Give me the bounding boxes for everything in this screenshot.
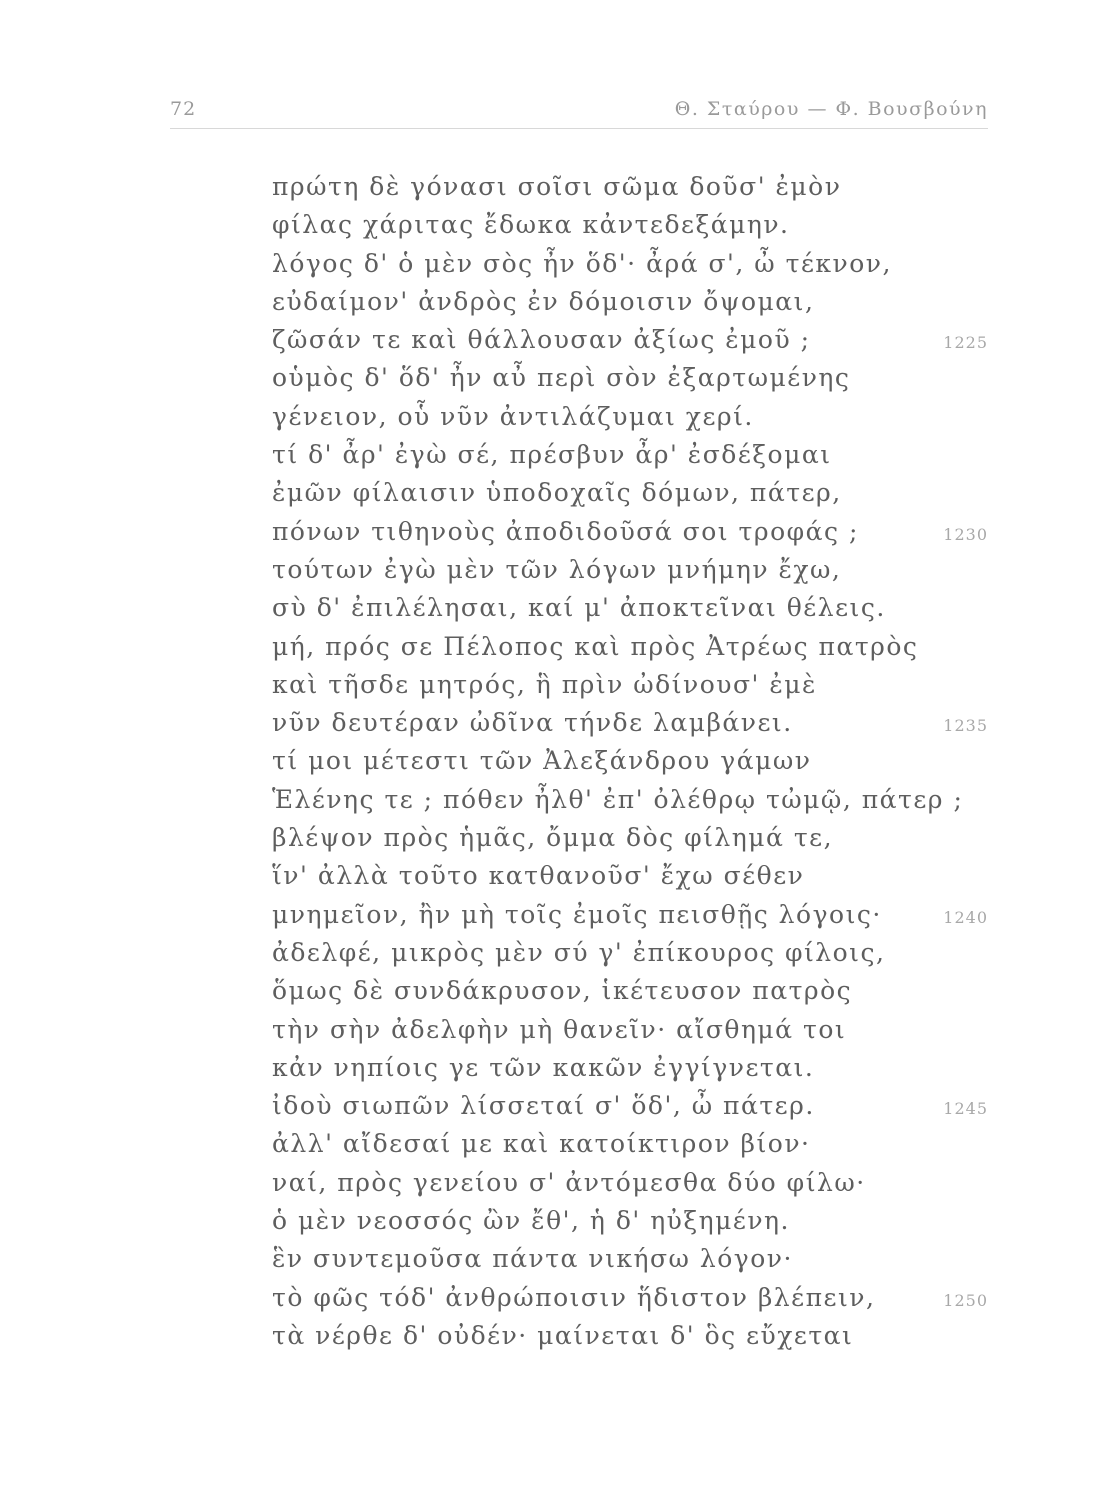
verse-line (272, 359, 988, 397)
verse-text: βλέψον πρὸς ἡμᾶς, ὄμμα δὸς φίλημά τε, (272, 823, 834, 853)
verse-text: γένειον, οὗ νῦν ἀντιλάζυμαι χερί. (272, 401, 754, 431)
verse-text: ἓν συντεμοῦσα πάντα νικήσω λόγον· (272, 1244, 793, 1274)
verse-line (272, 1125, 988, 1163)
verse-text: σὺ δ' ἐπιλέλησαι, καί μ' ἀποκτεῖναι θέλεις. (272, 593, 886, 623)
verse-line (272, 704, 988, 742)
verse-text: ζῶσάν τε καὶ θάλλουσαν ἀξίως ἐμοῦ ; (272, 325, 811, 355)
verse-text: ναί, πρὸς γενείου σ' ἀντόμεσθα δύο φίλω· (272, 1167, 866, 1197)
verse-text: ὅμως δὲ συνδάκρυσον, ἱκέτευσον πατρὸς (272, 976, 853, 1006)
page-number: 72 (170, 98, 197, 120)
verse-line (272, 321, 988, 359)
line-number: 1225 (943, 333, 988, 353)
verse-text: φίλας χάριτας ἔδωκα κἀντεδεξάμην. (272, 210, 790, 240)
verse-line (272, 1240, 988, 1278)
verse-line (272, 1164, 988, 1202)
verse-line (272, 589, 988, 627)
verse-line (272, 1049, 988, 1087)
verse-text: λόγος δ' ὁ μὲν σὸς ἦν ὅδ'· ἆρά σ', ὦ τέκνον, (272, 248, 892, 278)
verse-text: τούτων ἐγὼ μὲν τῶν λόγων μνήμην ἔχω, (272, 554, 842, 584)
verse-line (272, 972, 988, 1010)
verse-text: οὑμὸς δ' ὅδ' ἦν αὖ περὶ σὸν ἐξαρτωμένης (272, 363, 851, 393)
verse-text: ἀλλ' αἴδεσαί με καὶ κατοίκτιρον βίον· (272, 1129, 811, 1159)
verse-text: ὁ μὲν νεοσσός ὢν ἔθ', ἡ δ' ηὐξημένη. (272, 1206, 790, 1236)
verse-text: νῦν δευτέραν ὠδῖνα τήνδε λαμβάνει. (272, 708, 793, 738)
line-number: 1235 (943, 716, 988, 736)
verse-line (272, 1317, 988, 1355)
verse-line (272, 1011, 988, 1049)
verse-text: τί μοι μέτεστι τῶν Ἀλεξάνδρου γάμων (272, 746, 812, 776)
verse-line (272, 1087, 988, 1125)
verse-text: ἰδοὺ σιωπῶν λίσσεταί σ' ὅδ', ὦ πάτερ. (272, 1091, 815, 1121)
verse-text: μνημεῖον, ἢν μὴ τοῖς ἐμοῖς πεισθῇς λόγοις· (272, 899, 882, 929)
verse-text: πρώτη δὲ γόνασι σοῖσι σῶμα δοῦσ' ἐμὸν (272, 172, 842, 201)
verse-line (272, 1202, 988, 1240)
verse-text: κἀν νηπίοις γε τῶν κακῶν ἐγγίγνεται. (272, 1052, 815, 1082)
verse-text: εὐδαίμον' ἀνδρὸς ἐν δόμοισιν ὄψομαι, (272, 286, 815, 316)
verse-text: ἐμῶν φίλαισιν ὑποδοχαῖς δόμων, πάτερ, (272, 478, 842, 508)
verse-text: ἵν' ἀλλὰ τοῦτο κατθανοῦσ' ἔχω σέθεν (272, 861, 805, 891)
verse-line (272, 1279, 988, 1317)
verse-list (272, 168, 988, 1355)
verse-line (272, 245, 988, 283)
verse-line (272, 896, 988, 934)
verse-line (272, 781, 988, 819)
verse-line (272, 666, 988, 704)
verse-line (272, 283, 988, 321)
page-header (170, 98, 988, 129)
verse-text: καὶ τῆσδε μητρός, ἣ πρὶν ὠδίνουσ' ἐμὲ (272, 669, 817, 699)
verse-line (272, 934, 988, 972)
verse-text: τὰ νέρθε δ' οὐδέν· μαίνεται δ' ὃς εὔχεται (272, 1320, 854, 1350)
verse-text: Ἑλένης τε ; πόθεν ἦλθ' ἐπ' ὀλέθρῳ τὠμῷ, πάτερ ; (272, 784, 964, 814)
verse-line (272, 513, 988, 551)
verse-text: πόνων τιθηνοὺς ἀποδιδοῦσά σοι τροφάς ; (272, 516, 859, 546)
line-number: 1240 (943, 907, 988, 927)
verse-line (272, 819, 988, 857)
verse-text: τὴν σὴν ἀδελφὴν μὴ θανεῖν· αἴσθημά τοι (272, 1014, 847, 1044)
verse-line (272, 628, 988, 666)
verse-line (272, 742, 988, 780)
line-number: 1245 (943, 1099, 988, 1119)
verse-text: μή, πρός σε Πέλοπος καὶ πρὸς Ἀτρέως πατρὸς (272, 631, 919, 661)
verse-line (272, 168, 988, 206)
verse-line (272, 206, 988, 244)
verse-line (272, 398, 988, 436)
verse-text: ἀδελφέ, μικρὸς μὲν σύ γ' ἐπίκουρος φίλοις, (272, 937, 886, 967)
verse-text: τί δ' ἆρ' ἐγὼ σέ, πρέσβυν ἆρ' ἐσδέξομαι (272, 440, 832, 470)
running-title: Θ. Σταύρου — Φ. Βουσβούνη (674, 98, 988, 120)
line-number: 1230 (943, 524, 988, 544)
verse-line (272, 436, 988, 474)
verse-text: τὸ φῶς τόδ' ἀνθρώποισιν ἥδιστον βλέπειν, (272, 1282, 876, 1312)
verse-line (272, 857, 988, 895)
line-number: 1250 (943, 1290, 988, 1310)
verse-line (272, 551, 988, 589)
verse-line (272, 474, 988, 512)
